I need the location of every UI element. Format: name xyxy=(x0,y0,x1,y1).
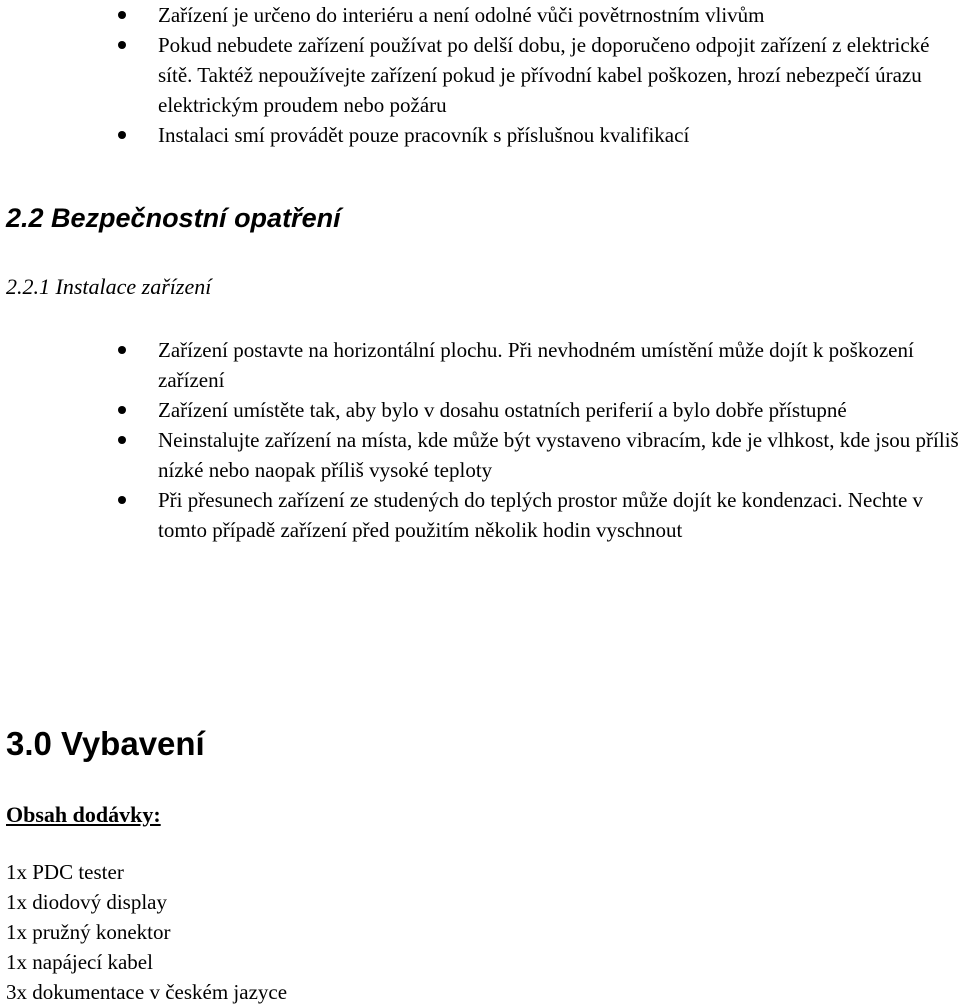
contents-item: 1x PDC tester xyxy=(6,860,124,884)
bullet-list-installation xyxy=(0,335,960,545)
contents-item: 1x diodový display xyxy=(6,890,167,914)
list-item: Instalaci smí provádět pouze pracovník s příslušnou kvalifikací xyxy=(0,120,960,150)
bullet-list-general-safety xyxy=(0,0,960,150)
list-item: Zařízení postavte na horizontální plochu. Při nevhodném umístění může dojít k poškození zařízení xyxy=(0,335,960,395)
list-item: Neinstalujte zařízení na místa, kde může být vystaveno vibracím, kde je vlhkost, kde jsou příliš nízké nebo naopak příliš vysoké teploty xyxy=(0,425,960,485)
contents-item: 1x napájecí kabel xyxy=(6,950,153,974)
list-item: Zařízení umístěte tak, aby bylo v dosahu ostatních periferií a bylo dobře přístupné xyxy=(0,395,960,425)
list-item: Zařízení je určeno do interiéru a není odolné vůči povětrnostním vlivům xyxy=(0,0,960,30)
list-item: Pokud nebudete zařízení používat po delší dobu, je doporučeno odpojit zařízení z elektrické sítě. Taktéž nepoužívejte zařízení pokud je přívodní kabel poškozen, hrozí nebezpečí úrazu elektrickým proudem nebo požáru xyxy=(0,30,960,120)
contents-label: Obsah dodávky: xyxy=(6,802,161,827)
list-item: Při přesunech zařízení ze studených do teplých prostor může dojít ke kondenzaci. Nechte v tomto případě zařízení před použitím několik hodin vyschnout xyxy=(0,485,960,545)
package-contents-list xyxy=(6,857,287,1007)
contents-item: 3x dokumentace v českém jazyce xyxy=(6,980,288,1004)
contents-item: 1x pružný konektor xyxy=(6,920,171,944)
subsection-heading-2-2-1: 2.2.1 Instalace zařízení xyxy=(6,274,212,299)
section-heading-2-2: 2.2 Bezpečnostní opatření xyxy=(6,203,341,233)
section-heading-3-0: 3.0 Vybavení xyxy=(6,725,205,762)
